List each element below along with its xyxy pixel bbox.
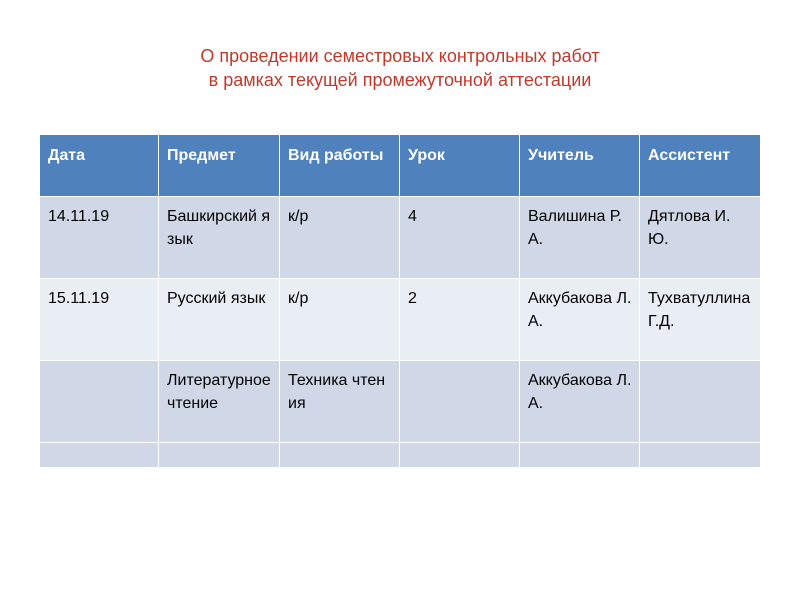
- cell-assistant: [640, 361, 761, 443]
- cell-teacher: Аккубакова Л.А.: [520, 361, 640, 443]
- cell-lesson: 4: [400, 197, 520, 279]
- cell-assistant: Тухватуллина Г.Д.: [640, 279, 761, 361]
- table-row: [40, 279, 761, 361]
- cell-date: [40, 361, 159, 443]
- cell-teacher: Аккубакова Л.А.: [520, 279, 640, 361]
- page-title: [0, 44, 800, 92]
- cell-work-type: Техника чтения: [280, 361, 400, 443]
- table-row: [40, 361, 761, 443]
- cell-work-type: к/р: [280, 197, 400, 279]
- header-teacher: Учитель: [520, 135, 640, 197]
- header-lesson: Урок: [400, 135, 520, 197]
- cell-teacher: [520, 443, 640, 468]
- cell-lesson: [400, 443, 520, 468]
- cell-date: 14.11.19: [40, 197, 159, 279]
- table-row: [40, 443, 761, 468]
- cell-subject: [159, 443, 280, 468]
- title-line-2: в рамках текущей промежуточной аттестации: [208, 70, 592, 90]
- cell-work-type: к/р: [280, 279, 400, 361]
- header-subject: Предмет: [159, 135, 280, 197]
- cell-assistant: [640, 443, 761, 468]
- cell-subject: Литературное чтение: [159, 361, 280, 443]
- cell-assistant: Дятлова И. Ю.: [640, 197, 761, 279]
- table-header-row: [40, 135, 761, 197]
- table-row: [40, 197, 761, 279]
- cell-date: 15.11.19: [40, 279, 159, 361]
- title-line-1: О проведении семестровых контрольных работ: [200, 46, 600, 66]
- exam-schedule-table: [39, 134, 761, 468]
- cell-lesson: [400, 361, 520, 443]
- header-work-type: Вид работы: [280, 135, 400, 197]
- cell-work-type: [280, 443, 400, 468]
- header-date: Дата: [40, 135, 159, 197]
- cell-lesson: 2: [400, 279, 520, 361]
- cell-teacher: Валишина Р.А.: [520, 197, 640, 279]
- header-assistant: Ассистент: [640, 135, 761, 197]
- cell-subject: Русский язык: [159, 279, 280, 361]
- cell-date: [40, 443, 159, 468]
- cell-subject: Башкирский язык: [159, 197, 280, 279]
